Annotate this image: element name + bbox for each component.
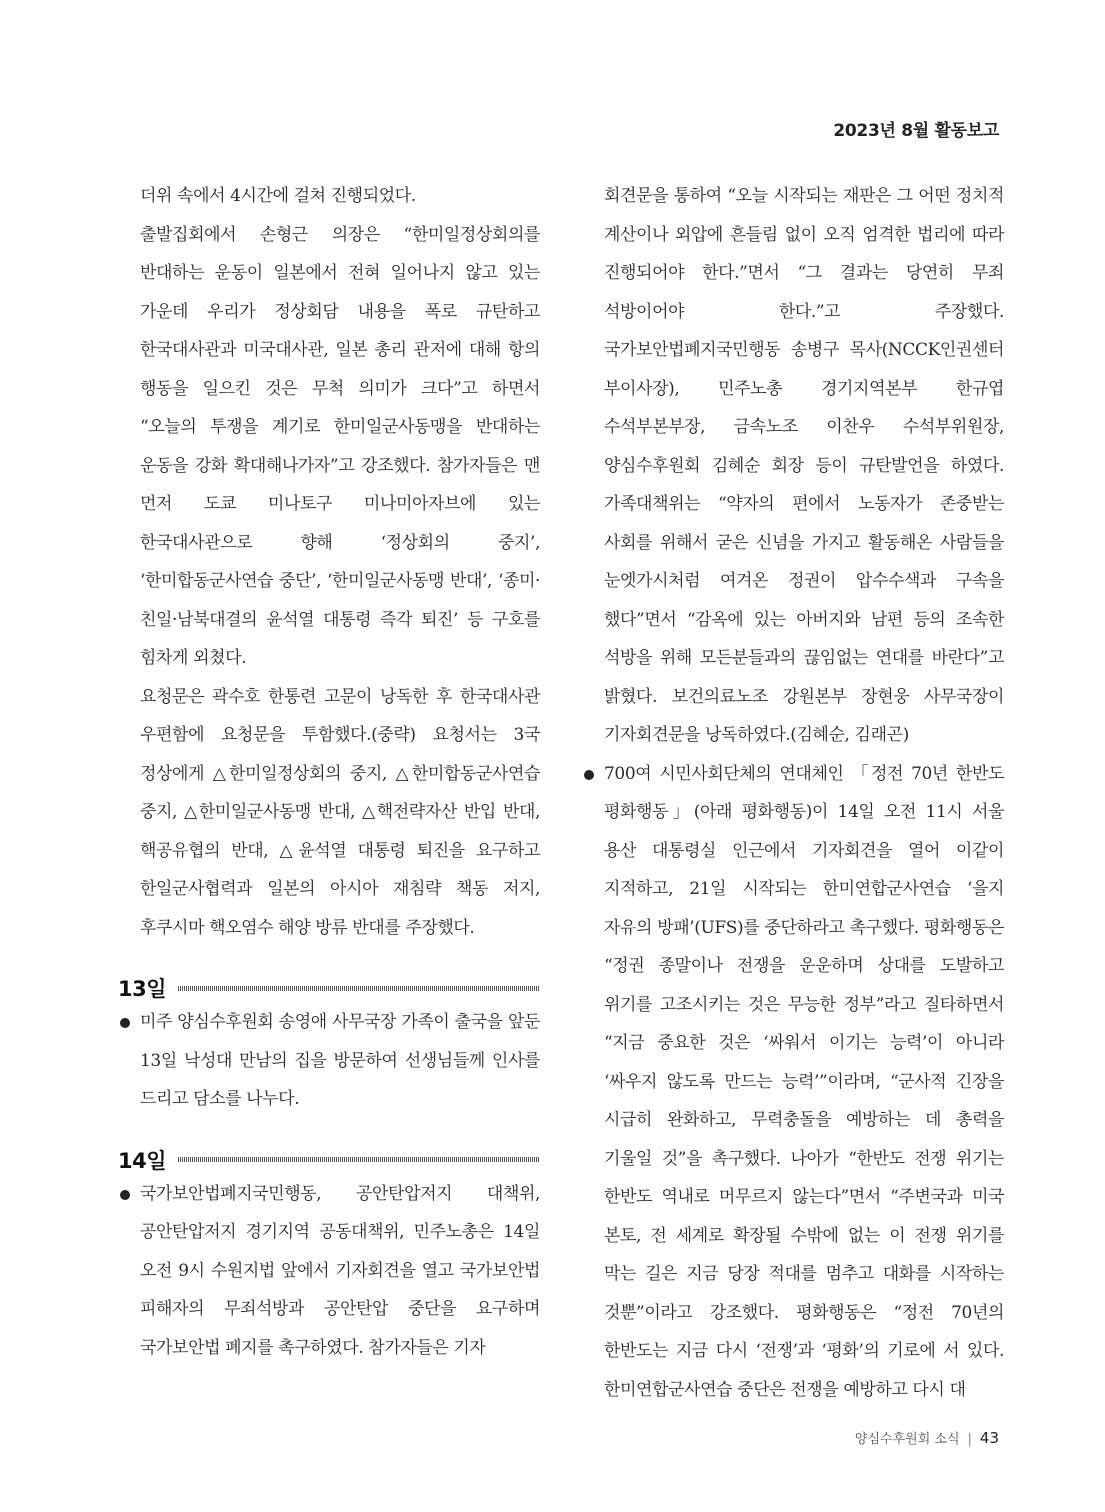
bullet-item	[604, 755, 1004, 1410]
section-heading-13	[118, 973, 540, 1003]
publication-name: 양심수후원회 소식	[854, 1432, 960, 1447]
page-footer	[855, 1428, 999, 1447]
paragraph: 요청문은 곽수호 한통련 고문이 낭독한 후 한국대사관 우편함에 요청문을 투함했다.(중략) 요청서는 3국 정상에게 △한미일정상회의 중지, △한미합동군사연습 중지, △한미일군사동맹 반대, △핵전략자산 반입 반대, 핵공유협의 반대, △윤석열 대통령 퇴진을 요구하고 한일군사협력과 일본의 아시아 재침략 책동 저지, 후쿠시마 핵오염수 해양 방류 반대를 주장했다.	[140, 686, 540, 938]
right-column	[604, 177, 1004, 1409]
page-number: 43	[979, 1429, 999, 1447]
left-column	[118, 177, 540, 1367]
bullet-text: 미주 양심수후원회 송영애 사무국장 가족이 출국을 앞둔 13일 낙성대 만남의 집을 방문하여 선생님들께 인사를 드리고 담소를 나누다.	[140, 1012, 540, 1109]
paragraph: 더위 속에서 4시간에 걸쳐 진행되었다.	[140, 186, 416, 206]
bullet-item	[140, 1175, 540, 1368]
bullet-item	[140, 1003, 540, 1119]
section-rule	[178, 1157, 540, 1162]
section-title: 14일	[118, 1148, 167, 1173]
bullet-text: 국가보안법폐지국민행동, 공안탄압저지 대책위, 공안탄압저지 경기지역 공동대책위, 민주노총은 14일 오전 9시 수원지법 앞에서 기자회견을 열고 국가보안법 피해자의 무죄석방과 공안탄압 중단을 요구하며 국가보안법 폐지를 촉구하였다. 참가자들은 기자	[140, 1183, 540, 1358]
bullet-text: 700여 시민사회단체의 연대체인 「정전 70년 한반도 평화행동」(아래 평화행동)이 14일 오전 11시 서울 용산 대통령실 인근에서 기자회견을 열어 이같이 지적하고, 21일 시작되는 한미연합군사연습 ‘을지 자유의 방패’(UFS)를 중단하라고 촉구했다. 평화행동은 “정권 종말이나 전쟁을 운운하며 상대를 도발하고 위기를 고조시키는 것은 무능한 정부”라고 질타하면서 “지금 중요한 것은 ‘싸워서 이기는 능력’이 아니라 ‘싸우지 않도록 만드는 능력’”이라며, “군사적 긴장을 시급히 완화하고, 무력충돌을 예방하는 데 총력을 기울일 것”을 촉구했다. 나아가 “한반도 전쟁 위기는 한반도 역내로 머무르지 않는다”면서 “주변국과 미국 본토, 전 세계로 확장될 수밖에 없는 이 전쟁 위기를 막는 길은 지금 당장 적대를 멈추고 대화를 시작하는 것뿐”이라고 강조했다. 평화행동은 “정전 70년의 한반도는 지금 다시 ‘전쟁’과 ‘평화’의 기로에 서 있다. 한미연합군사연습 중단은 전쟁을 예방하고 다시 대	[604, 763, 1004, 1400]
paragraph: 출발집회에서 손형근 의장은 “한미일정상회의를 반대하는 운동이 일본에서 전혀 일어나지 않고 있는 가운데 우리가 정상회담 내용을 폭로 규탄하고 한국대사관과 미국대사관, 일본 총리 관저에 대해 항의 행동을 일으킨 것은 무척 의미가 크다”고 하면서 “오늘의 투쟁을 계기로 한미일군사동맹을 반대하는 운동을 강화 확대해나가자”고 강조했다. 참가자들은 맨 먼저 도쿄 미나토구 미나미아자브에 있는 한국대사관으로 향해 ‘정상회의 중지’, ‘한미합동군사연습 중단’, ‘한미일군사동맹 반대’, ‘종미·친일·남북대결의 윤석열 대통령 즉각 퇴진’ 등 구호를 힘차게 외쳤다.	[140, 224, 540, 668]
running-header: 2023년 8월 활동보고	[833, 121, 999, 141]
bullet-dot-icon	[120, 1190, 130, 1200]
section-title: 13일	[118, 977, 167, 1001]
section-rule	[178, 986, 540, 991]
bullet-dot-icon	[584, 770, 594, 780]
section-heading-14	[118, 1145, 540, 1175]
paragraph: 회견문을 통하여 “오늘 시작되는 재판은 그 어떤 정치적 계산이나 외압에 흔들림 없이 오직 엄격한 법리에 따라 진행되어야 한다.”면서 “그 결과는 당연히 무죄 석방이어야 한다.”고 주장했다. 국가보안법폐지국민행동 송병구 목사(NCCK인권센터 부이사장), 민주노총 경기지역본부 한규엽 수석부본부장, 금속노조 이찬우 수석부위원장, 양심수후원회 김혜순 회장 등이 규탄발언을 하였다. 가족대책위는 “약자의 편에서 노동자가 존중받는 사회를 위해서 굳은 신념을 가지고 활동해온 사람들을 눈엣가시처럼 여겨온 정권이 압수수색과 구속을 했다”면서 “감옥에 있는 아버지와 남편 등의 조속한 석방을 위해 모든분들과의 끊임없는 연대를 바란다”고 밝혔다. 보건의료노조 강원본부 장현웅 사무국장이 기자회견문을 낭독하였다.(김혜순, 김래곤)	[604, 186, 1004, 745]
bullet-dot-icon	[120, 1018, 130, 1028]
footer-separator: |	[967, 1432, 972, 1447]
